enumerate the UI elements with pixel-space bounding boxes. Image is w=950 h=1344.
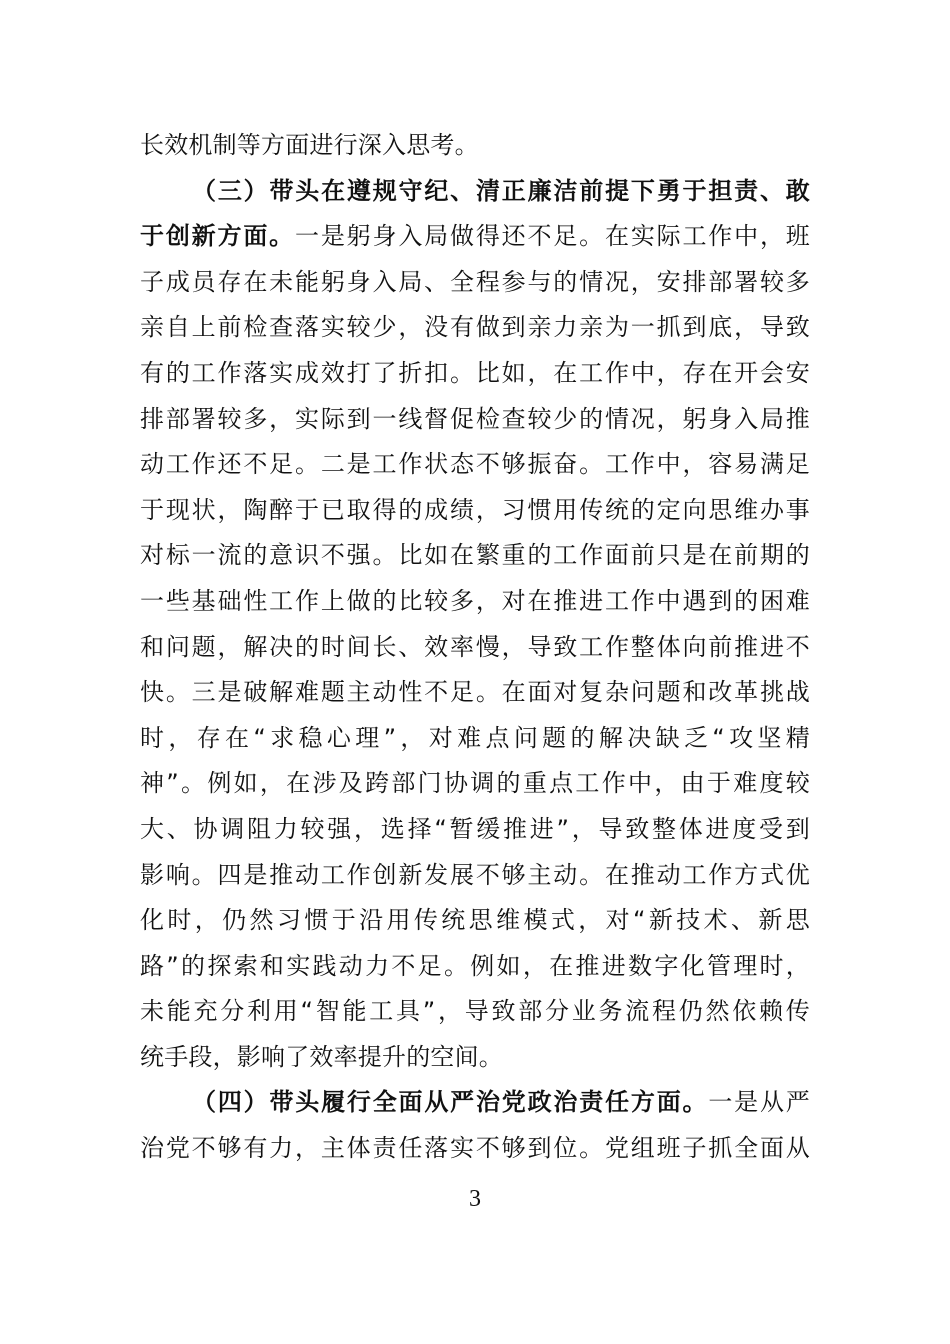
text-line: 于现状，陶醉于已取得的成绩，习惯用传统的定向思维办事 [140, 495, 810, 524]
text-line: 时，存在“求稳心理”，对难点问题的解决缺乏“攻坚精 [140, 723, 810, 752]
text-line: 一些基础性工作上做的比较多，对在推进工作中遇到的困难 [140, 586, 810, 615]
text-line: 路”的探索和实践动力不足。例如，在推进数字化管理时， [140, 951, 810, 980]
text-line: 神”。例如，在涉及跨部门协调的重点工作中，由于难度较 [140, 769, 810, 798]
text-line: 统手段，影响了效率提升的空间。 [140, 1042, 503, 1071]
body-text [140, 123, 810, 1172]
text-fragment: 一是躬身入局做得还不足。在实际工作中，班 [295, 222, 811, 251]
text-line: 治党不够有力，主体责任落实不够到位。党组班子抓全面从 [140, 1134, 810, 1163]
text-line: 有的工作落实成效打了折扣。比如，在工作中，存在开会安 [140, 358, 810, 387]
page-number: 3 [469, 1186, 481, 1212]
text-line: 和问题，解决的时间长、效率慢，导致工作整体向前推进不 [140, 632, 810, 661]
text-line: 长效机制等方面进行深入思考。 [140, 131, 479, 159]
text-line: 对标一流的意识不强。比如在繁重的工作面前只是在前期的 [140, 541, 810, 570]
text-line [140, 214, 810, 260]
text-line: 化时，仍然习惯于沿用传统思维模式，对“新技术、新思 [140, 906, 810, 935]
text-line: 快。三是破解难题主动性不足。在面对复杂问题和改革挑战 [140, 678, 810, 707]
text-line: 未能充分利用“智能工具”，导致部分业务流程仍然依赖传 [140, 997, 810, 1026]
text-line [140, 1080, 810, 1126]
text-line: 动工作还不足。二是工作状态不够振奋。工作中，容易满足 [140, 450, 810, 479]
text-line: 大、协调阻力较强，选择“暂缓推进”，导致整体进度受到 [140, 814, 810, 843]
section-four-heading: （四）带头履行全面从严治党政治责任方面。 [192, 1088, 709, 1117]
text-fragment: 一是从严 [708, 1088, 810, 1117]
section-three-heading: （三）带头在遵规守纪、清正廉洁前提下勇于担责、敢 [192, 176, 810, 205]
text-line: 亲自上前检查落实较少，没有做到亲力亲为一抓到底，导致 [140, 313, 810, 342]
text-line: 子成员存在未能躬身入局、全程参与的情况，安排部署较多 [140, 267, 810, 296]
text-line: 排部署较多，实际到一线督促检查较少的情况，躬身入局推 [140, 404, 810, 433]
text-line: 影响。四是推动工作创新发展不够主动。在推动工作方式优 [140, 860, 810, 889]
section-three-heading-end: 于创新方面。 [140, 222, 295, 251]
